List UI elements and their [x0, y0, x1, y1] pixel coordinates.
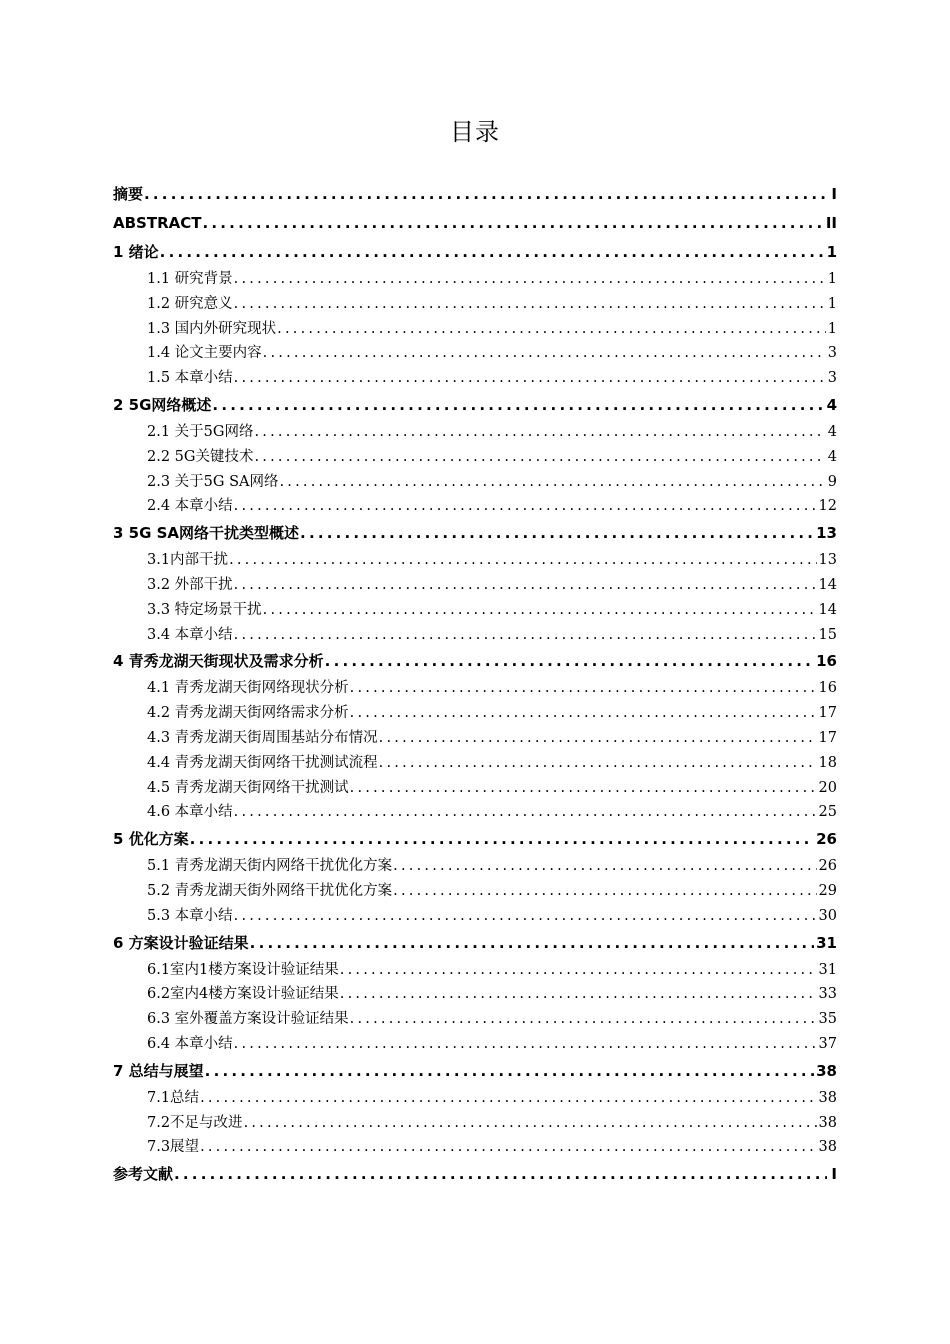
toc-dot-leader [234, 494, 817, 519]
toc-chapter-entry[interactable] [113, 238, 837, 267]
toc-section-entry[interactable] [113, 1007, 837, 1032]
toc-dot-leader [340, 958, 817, 983]
toc-entry-page-number: 17 [818, 729, 837, 746]
toc-entry-page-number: II [825, 214, 837, 232]
toc-entry-label: 4.1 青秀龙湖天街网络现状分析 [147, 680, 349, 697]
toc-section-entry[interactable] [113, 573, 837, 598]
toc-entry-label: 5.1 青秀龙湖天街内网络干扰优化方案 [147, 858, 393, 875]
toc-dot-leader [200, 1086, 816, 1111]
toc-entry-label: 6.4 本章小结 [147, 1035, 233, 1052]
toc-dot-leader [205, 1057, 814, 1086]
toc-entry-page-number: 13 [816, 524, 837, 543]
toc-dot-leader [350, 676, 817, 701]
toc-chapter-entry[interactable] [113, 391, 837, 420]
toc-dot-leader [340, 982, 817, 1007]
toc-entry-page-number: 33 [818, 986, 837, 1003]
toc-entry-label: 4.4 青秀龙湖天街网络干扰测试流程 [147, 754, 378, 771]
toc-entry-label: 2.4 本章小结 [147, 498, 233, 515]
toc-entry-page-number: 38 [818, 1089, 837, 1106]
toc-entry-page-number: 1 [827, 320, 837, 337]
toc-entry-page-number: 26 [816, 830, 837, 849]
toc-section-entry[interactable] [113, 776, 837, 801]
toc-dot-leader [350, 1007, 817, 1032]
toc-chapter-entry[interactable] [113, 1160, 837, 1189]
toc-entry-page-number: 3 [827, 370, 837, 387]
toc-dot-leader [244, 1111, 817, 1136]
toc-section-entry[interactable] [113, 1135, 837, 1160]
toc-dot-leader [325, 647, 814, 676]
toc-entry-page-number: 35 [818, 1011, 837, 1028]
toc-entry-label: 4 青秀龙湖天街现状及需求分析 [113, 652, 324, 671]
toc-dot-leader [174, 1160, 827, 1189]
toc-entry-page-number: 3 [827, 345, 837, 362]
toc-chapter-entry[interactable] [113, 519, 837, 548]
toc-dot-leader [234, 1032, 817, 1057]
toc-entry-page-number: I [831, 185, 837, 203]
toc-chapter-entry[interactable] [113, 209, 837, 238]
toc-section-entry[interactable] [113, 1111, 837, 1136]
toc-entry-label: 6.3 室外覆盖方案设计验证结果 [147, 1011, 349, 1028]
toc-entry-page-number: 15 [818, 626, 837, 643]
toc-chapter-entry[interactable] [113, 647, 837, 676]
toc-entry-page-number: 14 [818, 576, 837, 593]
toc-dot-leader [280, 470, 826, 495]
toc-entry-page-number: 29 [818, 882, 837, 899]
toc-entry-page-number: 26 [818, 858, 837, 875]
toc-entry-page-number: 14 [818, 601, 837, 618]
toc-entry-label: 1 绪论 [113, 243, 159, 261]
toc-dot-leader [234, 904, 817, 929]
toc-dot-leader [350, 701, 817, 726]
toc-chapter-entry[interactable] [113, 1057, 837, 1086]
toc-section-entry[interactable] [113, 341, 837, 366]
toc-dot-leader [234, 366, 826, 391]
toc-section-entry[interactable] [113, 854, 837, 879]
toc-entry-label: 3.3 特定场景干扰 [147, 601, 262, 618]
toc-section-entry[interactable] [113, 676, 837, 701]
toc-section-entry[interactable] [113, 598, 837, 623]
toc-entry-label: 4.2 青秀龙湖天街网络需求分析 [147, 705, 349, 722]
toc-entry-label: 4.5 青秀龙湖天街网络干扰测试 [147, 779, 349, 796]
toc-entry-page-number: 38 [818, 1114, 837, 1131]
toc-dot-leader [160, 238, 825, 267]
toc-section-entry[interactable] [113, 800, 837, 825]
toc-chapter-entry[interactable] [113, 825, 837, 854]
toc-dot-leader [229, 548, 816, 573]
toc-dot-leader [263, 341, 826, 366]
toc-section-entry[interactable] [113, 1086, 837, 1111]
toc-dot-leader [254, 420, 825, 445]
toc-dot-leader [379, 726, 817, 751]
toc-section-entry[interactable] [113, 267, 837, 292]
toc-section-entry[interactable] [113, 470, 837, 495]
toc-entry-page-number: 16 [818, 680, 837, 697]
toc-entry-label: ABSTRACT [113, 214, 202, 232]
toc-chapter-entry[interactable] [113, 929, 837, 958]
toc-entry-page-number: 37 [818, 1035, 837, 1052]
toc-entry-label: 1.4 论文主要内容 [147, 345, 262, 362]
toc-dot-leader [300, 519, 814, 548]
toc-section-entry[interactable] [113, 292, 837, 317]
toc-dot-leader [350, 776, 817, 801]
toc-dot-leader [212, 391, 824, 420]
toc-dot-leader [144, 180, 827, 209]
toc-entry-label: 3 5G SA网络干扰类型概述 [113, 524, 300, 543]
toc-entry-label: 5.2 青秀龙湖天街外网络干扰优化方案 [147, 882, 393, 899]
page-title: 目录 [450, 118, 500, 146]
toc-entry-label: 7 总结与展望 [113, 1061, 204, 1080]
toc-entry-label: 4.3 青秀龙湖天街周围基站分布情况 [147, 729, 378, 746]
toc-entry-page-number: 1 [827, 271, 837, 287]
toc-entry-label: 3.4 本章小结 [147, 626, 233, 643]
toc-entry-page-number: 1 [826, 243, 837, 261]
toc-entry-page-number: 38 [818, 1139, 837, 1156]
toc-dot-leader [234, 292, 826, 317]
toc-dot-leader [250, 929, 814, 958]
toc-entry-page-number: 17 [818, 705, 837, 722]
toc-entry-label: 5 优化方案 [113, 830, 189, 849]
toc-entry-page-number: 20 [818, 779, 837, 796]
toc-section-entry[interactable] [113, 1032, 837, 1057]
toc-section-entry[interactable] [113, 445, 837, 470]
toc-entry-page-number: 25 [818, 804, 837, 821]
toc-entry-page-number: 30 [818, 907, 837, 924]
toc-entry-label: 5.3 本章小结 [147, 907, 233, 924]
toc-section-entry[interactable] [113, 879, 837, 904]
toc-section-entry[interactable] [113, 366, 837, 391]
toc-entry-page-number: 4 [827, 423, 837, 440]
toc-entry-page-number: 13 [818, 552, 837, 569]
toc-entry-label: 2.1 关于5G网络 [147, 423, 254, 440]
toc-section-entry[interactable] [113, 958, 837, 983]
toc-dot-leader [393, 854, 816, 879]
toc-dot-leader [277, 317, 826, 342]
toc-entry-label: 2.2 5G关键技术 [147, 448, 254, 465]
toc-entry-page-number: 9 [827, 473, 837, 490]
toc-dot-leader [234, 573, 817, 598]
toc-dot-leader [379, 751, 817, 776]
toc-entry-page-number: 38 [816, 1061, 837, 1080]
toc-dot-leader [234, 800, 817, 825]
toc-entry-label: 1.1 研究背景 [147, 271, 233, 287]
toc-entry-page-number: 18 [818, 754, 837, 771]
toc-dot-leader [202, 209, 823, 238]
toc-entry-label: 6.2室内4楼方案设计验证结果 [147, 986, 339, 1003]
toc-entry-label: 1.3 国内外研究现状 [147, 320, 277, 337]
table-of-contents [113, 180, 837, 1189]
toc-chapter-entry[interactable] [113, 180, 837, 209]
toc-dot-leader [234, 267, 826, 292]
toc-entry-label: 3.1内部干扰 [147, 552, 229, 569]
toc-entry-label: 7.3展望 [147, 1139, 200, 1156]
toc-entry-label: 6 方案设计验证结果 [113, 933, 249, 952]
toc-section-entry[interactable] [113, 701, 837, 726]
toc-entry-page-number: 1 [827, 295, 837, 312]
toc-entry-page-number: 31 [818, 961, 837, 978]
toc-entry-page-number: 4 [827, 448, 837, 465]
toc-section-entry[interactable] [113, 494, 837, 519]
toc-section-entry[interactable] [113, 751, 837, 776]
toc-section-entry[interactable] [113, 982, 837, 1007]
toc-dot-leader [200, 1135, 816, 1160]
toc-entry-label: 1.2 研究意义 [147, 295, 233, 312]
toc-entry-label: 2.3 关于5G SA网络 [147, 473, 279, 490]
toc-entry-label: 3.2 外部干扰 [147, 576, 233, 593]
toc-entry-label: 1.5 本章小结 [147, 370, 233, 387]
toc-dot-leader [190, 825, 814, 854]
toc-entry-label: 2 5G网络概述 [113, 395, 212, 414]
toc-entry-page-number: 31 [816, 933, 837, 952]
toc-section-entry[interactable] [113, 726, 837, 751]
toc-entry-label: 参考文献 [113, 1165, 174, 1184]
toc-section-entry[interactable] [113, 904, 837, 929]
toc-entry-page-number: 16 [816, 652, 837, 671]
toc-entry-page-number: I [831, 1165, 837, 1184]
toc-section-entry[interactable] [113, 623, 837, 648]
toc-dot-leader [254, 445, 825, 470]
toc-entry-label: 7.1总结 [147, 1089, 200, 1106]
toc-section-entry[interactable] [113, 420, 837, 445]
toc-entry-page-number: 12 [818, 498, 837, 515]
toc-dot-leader [263, 598, 817, 623]
toc-section-entry[interactable] [113, 548, 837, 573]
toc-entry-page-number: 4 [826, 395, 837, 414]
toc-entry-label: 6.1室内1楼方案设计验证结果 [147, 961, 339, 978]
toc-dot-leader [393, 879, 816, 904]
toc-entry-label: 7.2不足与改进 [147, 1114, 243, 1131]
toc-entry-label: 4.6 本章小结 [147, 804, 233, 821]
toc-entry-label: 摘要 [113, 185, 144, 203]
toc-dot-leader [234, 623, 817, 648]
toc-section-entry[interactable] [113, 317, 837, 342]
